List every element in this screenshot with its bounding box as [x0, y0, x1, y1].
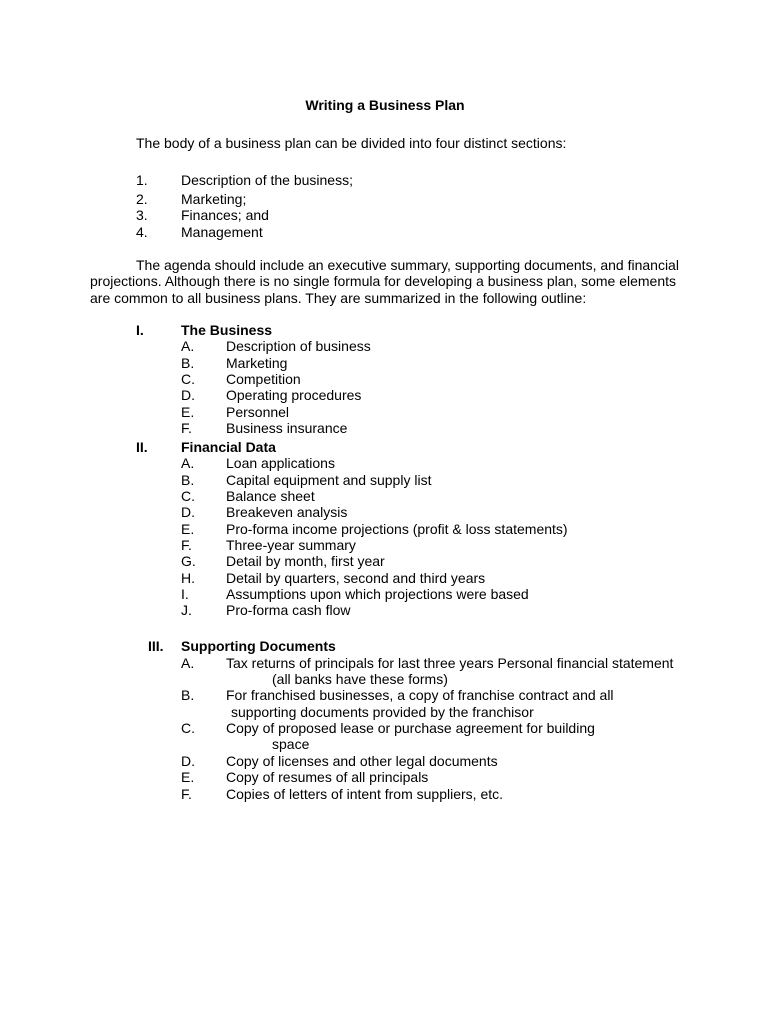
outline-item-continuation: (all banks have these forms) [272, 671, 448, 687]
outline-item-continuation: space [272, 736, 310, 752]
list-item: Finances; and [181, 207, 269, 223]
outline-item: Loan applications [226, 455, 335, 471]
item-letter: D. [181, 753, 195, 769]
item-letter: G. [181, 553, 196, 569]
item-letter: C. [181, 488, 195, 504]
outline-item: Copy of licenses and other legal documents [226, 753, 498, 769]
item-letter: J. [181, 602, 192, 618]
list-item: Management [181, 224, 263, 240]
outline-item: Copies of letters of intent from suppliers, etc. [226, 786, 504, 802]
intro-paragraph: The body of a business plan can be divided into four distinct sections: [136, 135, 567, 151]
outline-item-continuation: supporting documents provided by the franchisor [231, 704, 534, 720]
item-letter: A. [181, 655, 195, 671]
item-letter: I. [181, 586, 189, 602]
item-letter: B. [181, 355, 195, 371]
item-letter: E. [181, 404, 195, 420]
outline-item: Pro-forma income projections (profit & loss statements) [226, 521, 568, 537]
item-letter: F. [181, 420, 192, 436]
outline-item: Competition [226, 371, 301, 387]
list-item: Description of the business; [181, 172, 353, 188]
outline-item: Balance sheet [226, 488, 315, 504]
list-number: 4. [136, 224, 148, 240]
outline-item: Marketing [226, 355, 288, 371]
item-letter: C. [181, 371, 195, 387]
section-numeral: III. [148, 638, 164, 654]
outline-item: Capital equipment and supply list [226, 472, 432, 488]
agenda-line: projections. Although there is no single formula for developing a business plan, some elements [90, 273, 677, 289]
outline-item: Business insurance [226, 420, 348, 436]
item-letter: F. [181, 786, 192, 802]
item-letter: H. [181, 570, 195, 586]
item-letter: B. [181, 687, 195, 703]
section-numeral: II. [136, 439, 148, 455]
list-number: 2. [136, 191, 148, 207]
section-heading: The Business [181, 322, 273, 338]
outline-item: Breakeven analysis [226, 504, 348, 520]
item-letter: F. [181, 537, 192, 553]
item-letter: C. [181, 720, 195, 736]
outline-item: Operating procedures [226, 387, 362, 403]
item-letter: D. [181, 504, 195, 520]
outline-item: Personnel [226, 404, 290, 420]
outline-item: Tax returns of principals for last three years Personal financial statement [226, 655, 674, 671]
item-letter: B. [181, 472, 195, 488]
outline-item: Detail by month, first year [226, 553, 385, 569]
page-title: Writing a Business Plan [305, 97, 465, 113]
outline-item: Detail by quarters, second and third years [226, 570, 486, 586]
item-letter: A. [181, 338, 195, 354]
item-letter: A. [181, 455, 195, 471]
outline-item: Copy of resumes of all principals [226, 769, 429, 785]
agenda-line: are common to all business plans. They are summarized in the following outline: [90, 290, 587, 306]
list-number: 3. [136, 207, 148, 223]
outline-item: Three-year summary [226, 537, 356, 553]
item-letter: E. [181, 521, 195, 537]
list-item: Marketing; [181, 191, 247, 207]
agenda-line: The agenda should include an executive summary, supporting documents, and financial [136, 257, 679, 273]
outline-item: For franchised businesses, a copy of franchise contract and all [226, 687, 614, 703]
item-letter: E. [181, 769, 195, 785]
section-numeral: I. [136, 322, 144, 338]
outline-item: Pro-forma cash flow [226, 602, 351, 618]
list-number: 1. [136, 172, 148, 188]
outline-item: Description of business [226, 338, 371, 354]
section-heading: Financial Data [181, 439, 276, 455]
section-heading: Supporting Documents [181, 638, 336, 654]
outline-item: Assumptions upon which projections were based [226, 586, 529, 602]
outline-item: Copy of proposed lease or purchase agreement for building [226, 720, 595, 736]
item-letter: D. [181, 387, 195, 403]
